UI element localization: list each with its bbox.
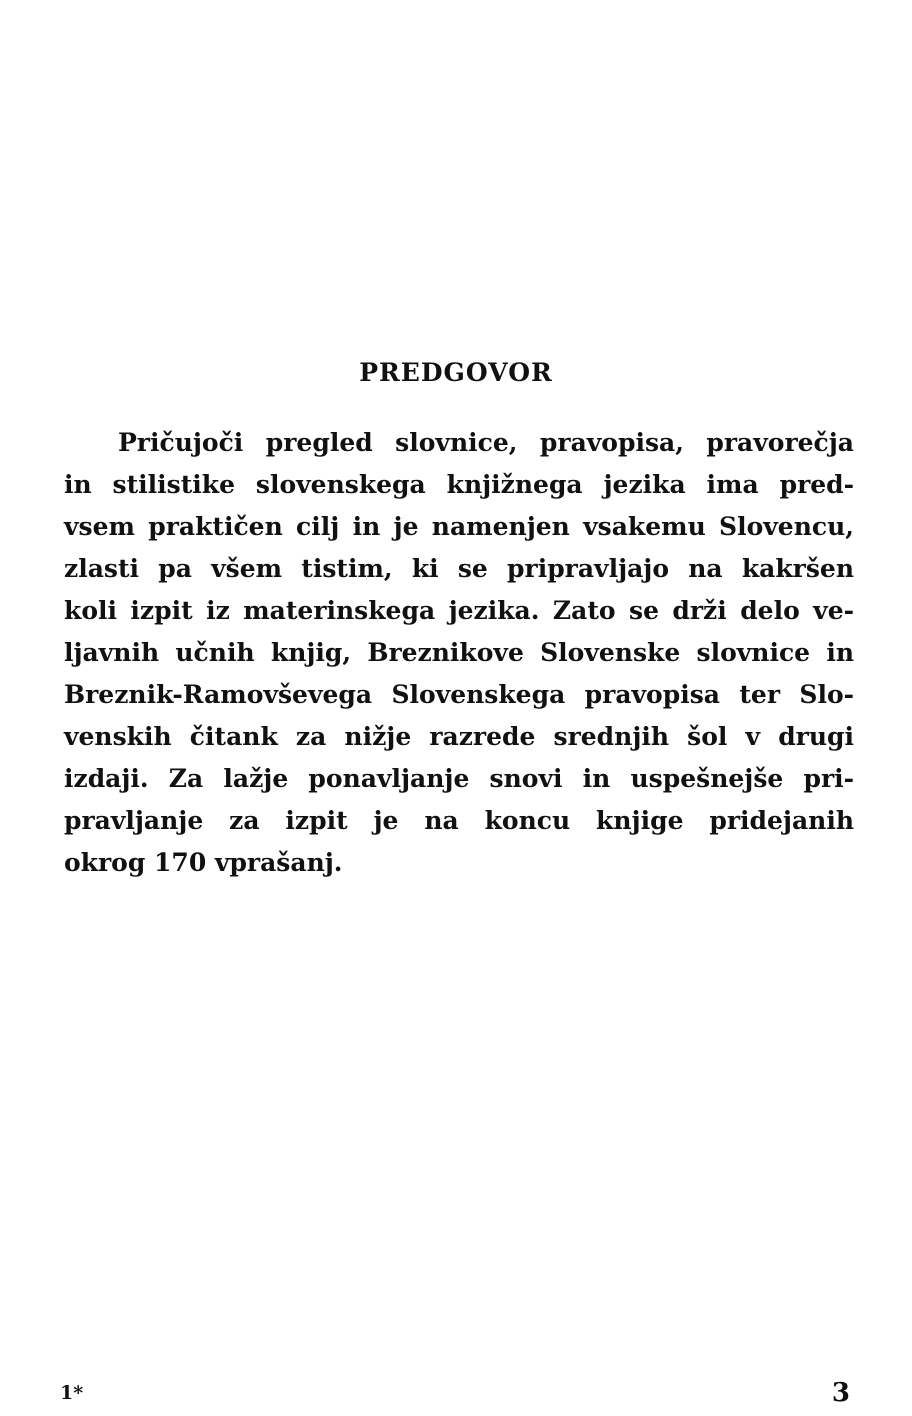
paragraph-line: okrog 170 vprašanj. xyxy=(64,848,343,877)
paragraph-line: izdaji. Za lažje ponavljanje snovi in uspešnejše pri- xyxy=(64,764,854,793)
paragraph-line: venskih čitank za nižje razrede srednjih šol v drugi xyxy=(64,722,854,751)
preface-paragraph xyxy=(64,422,854,884)
paragraph-line: vsem praktičen cilj in je namenjen vsakemu Slovencu, xyxy=(64,512,854,541)
paragraph-line: ljavnih učnih knjig, Breznikove Slovenske slovnice in xyxy=(64,638,854,667)
paragraph-line: in stilistike slovenskega knjižnega jezika ima pred- xyxy=(64,470,854,499)
paragraph-line: pravljanje za izpit je na koncu knjige pridejanih xyxy=(64,806,854,835)
paragraph-line: koli izpit iz materinskega jezika. Zato se drži delo ve- xyxy=(64,596,854,625)
signature-mark: 1* xyxy=(60,1382,84,1404)
page-title: PREDGOVOR xyxy=(359,358,553,387)
paragraph-line: Pričujoči pregled slovnice, pravopisa, pravorečja xyxy=(118,428,854,457)
paragraph-line: zlasti pa všem tistim, ki se pripravljajo na kakršen xyxy=(64,554,854,583)
page-number: 3 xyxy=(831,1378,850,1408)
paragraph-line: Breznik-Ramovševega Slovenskega pravopisa ter Slo- xyxy=(64,680,854,709)
